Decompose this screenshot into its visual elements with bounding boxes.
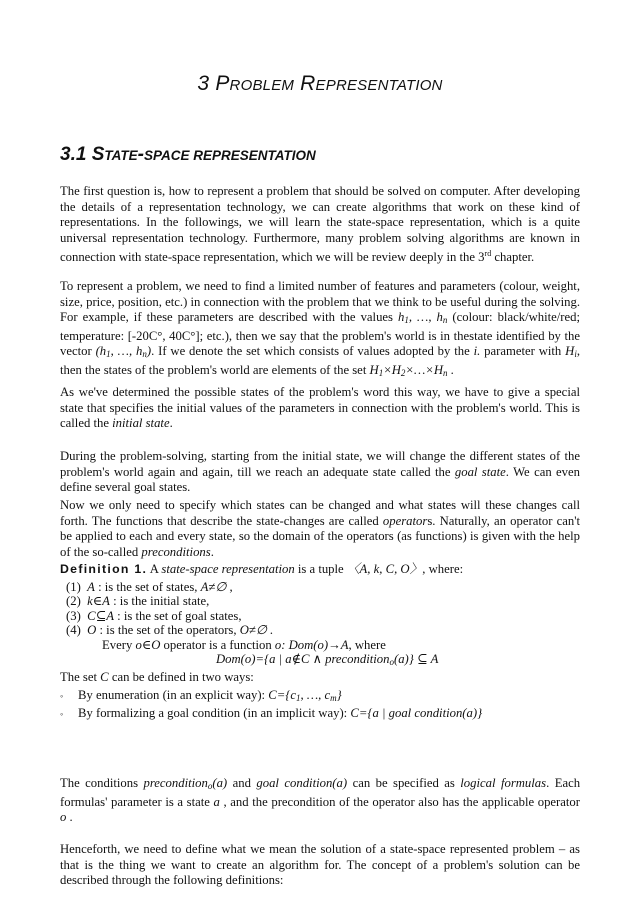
paragraph-goal-state: During the problem-solving, starting from the initial state, we will change the different states of the problem's world again and again, till we reach an adequate state called the goal state. We can even define several goal states.	[60, 449, 580, 495]
domain-formula: Dom(o)={a | a∉C ∧ precondition$_o$(a)} ⊆ A	[216, 652, 439, 667]
bullet-goal-condition: ◦ By formalizing a goal condition (in an implicit way): C={a | goal condition(a)}	[60, 705, 483, 720]
section-title: 3.1 STATE-SPACE REPRESENTATION	[60, 144, 316, 165]
definition-1: Definition 1. A state-space representation is a tuple 〈A, k, C, O〉, where: (1) A : is the set of states, A≠∅ , (2) k∈A : is the initial state, (3) C⊆A : is the set of goal states, (4) O : is the set of the operators, O≠∅ . Every o∈O operator is a function o: Dom(o)→A, where Dom(o)={a | a∉C ∧ precondition$_o$(a)} ⊆ A The set C can be defined in two ways: ◦ By enumeration (in an explicit way): $C=\{c_1$, …, $c_m$} ◦ By formalizing a goal condition (in an implicit way): C={a | goal condition(a)}	[60, 562, 580, 721]
definition-item: (3) C⊆A : is the set of goal states,	[66, 608, 242, 623]
set-c-intro: The set C can be defined in two ways:	[60, 669, 254, 684]
bullet-enumeration: ◦ By enumeration (in an explicit way): $C=\{c_1$, …, $c_m$}	[60, 688, 342, 703]
paragraph-initial-state: As we've determined the possible states of the problem's word this way, we have to give a special state that specifies the initial values of the parameters in connection with the problem's world. This is called the initial state.	[60, 385, 580, 431]
chapter-title: 3 PROBLEM REPRESENTATION	[197, 72, 443, 95]
paragraph-conditions: The conditions precondition$_o$(a) and goal condition(a) can be specified as logical formulas. Each formulas' parameter is a state a , and the precondition of the operator also has the applicable operator o .	[60, 776, 581, 825]
definition-item: (4) O : is the set of the operators, O≠∅ .	[66, 623, 274, 637]
paragraph-parameters: To represent a problem, we need to find a limited number of features and parameters (colour, weight, size, price, position, etc.) in connection with the problem that we think to be useful during the solving. For example, if these parameters are described with the values $h_1$, …, $h_n$ (colour: black/white/red; temperature: [-20C°, 40C°]; etc.), then we say that the problem's world is in thestate identified by the vector ($h_1$, …, $h_n$). If we denote the set which consists of values adopted by the i. parameter with $H_i$, then the states of the problem's world are elements of the set $H_1\times H_2\times\dots\times H_n$ .	[60, 279, 581, 378]
paragraph-solution: Henceforth, we need to define what we mean the solution of a state-space represented problem – as that is the thing we want to create an algorithm for. The concept of a problem's solution can be described through the following definitions:	[60, 842, 580, 888]
operator-definition: Every o∈O operator is a function o: Dom(o)→A, where	[102, 637, 386, 652]
definition-item: (1) A : is the set of states, A≠∅ ,	[66, 579, 233, 594]
paragraph-intro: The first question is, how to represent a problem that should be solved on computer. After developing the details of a representation technology, we can create algorithms that work on these kind of representations. In the followings, we will learn the state-space representation, which is a quite universal representation technology. Furthermore, many problem solving algorithms are known in connection with state-space representation, which we will be review deeply in the 3rd chapter.	[60, 184, 580, 265]
paragraph-operators: Now we only need to specify which states can be changed and what states will these changes call forth. The functions that describe the state-changes are called operators. Naturally, an operator can't be applied to each and every state, so the domain of the operators (as functions) is given with the help of the so-called preconditions.	[60, 498, 581, 559]
definition-item: (2) k∈A : is the initial state,	[66, 594, 210, 608]
